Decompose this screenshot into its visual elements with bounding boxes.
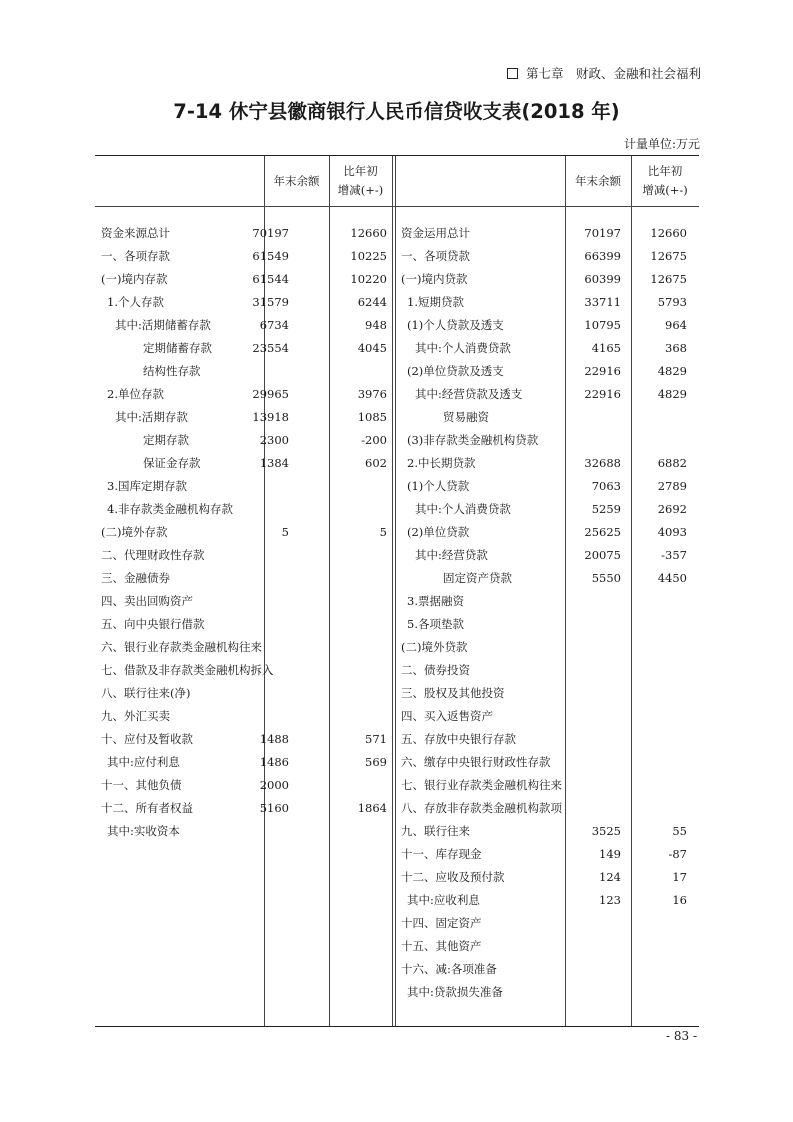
right-item-name: 其中:个人消费贷款 xyxy=(415,502,511,516)
left-item-name: 九、外汇买卖 xyxy=(101,709,170,723)
table-row xyxy=(95,337,699,360)
right-item-name: 其中:个人消费贷款 xyxy=(415,341,511,355)
left-change-value: 1864 xyxy=(357,801,387,815)
table-row xyxy=(95,222,699,245)
table-row xyxy=(95,820,699,843)
right-item-name: 资金运用总计 xyxy=(401,226,470,240)
left-item-name: (一)境内存款 xyxy=(101,272,168,286)
right-item-name: 一、各项贷款 xyxy=(401,249,470,263)
left-item-name: (二)境外存款 xyxy=(101,525,168,539)
left-year-end-value: 70197 xyxy=(252,226,289,240)
table-row xyxy=(95,452,699,475)
table-row xyxy=(95,429,699,452)
right-change-value: 5793 xyxy=(657,295,687,309)
right-year-end-value: 3525 xyxy=(591,824,621,838)
right-year-end-value: 7063 xyxy=(591,479,621,493)
right-item-name: 贸易融资 xyxy=(443,410,489,424)
left-change-value: -200 xyxy=(361,433,387,447)
right-year-end-value: 20075 xyxy=(584,548,621,562)
right-item-name: 其中:贷款损失准备 xyxy=(407,985,503,999)
table-row xyxy=(95,912,699,935)
right-item-name: 四、买入返售资产 xyxy=(401,709,493,723)
right-change-value: 6882 xyxy=(657,456,687,470)
left-change-header-line2: 增减(+-) xyxy=(337,183,384,197)
right-change-value: 2692 xyxy=(657,502,687,516)
right-year-end-value: 149 xyxy=(599,847,621,861)
right-change-value: 964 xyxy=(665,318,687,332)
left-item-name: 其中:活期存款 xyxy=(115,410,188,424)
table-row xyxy=(95,751,699,774)
right-change-value: 2789 xyxy=(657,479,687,493)
table-row xyxy=(95,245,699,268)
right-item-name: 十二、应收及预付款 xyxy=(401,870,505,884)
right-item-name: 十一、库存现金 xyxy=(401,847,482,861)
right-change-value: 17 xyxy=(672,870,687,884)
left-item-name: 4.非存款类金融机构存款 xyxy=(107,502,233,516)
table-row xyxy=(95,521,699,544)
checkbox-square-icon xyxy=(507,68,518,79)
left-change-value: 571 xyxy=(365,732,387,746)
left-item-name: 八、联行往来(净) xyxy=(101,686,191,700)
right-change-value: 16 xyxy=(672,893,687,907)
right-year-end-value: 5259 xyxy=(591,502,621,516)
right-item-name: 5.各项垫款 xyxy=(407,617,464,631)
right-change-value: 368 xyxy=(665,341,687,355)
left-item-name: 其中:实收资本 xyxy=(107,824,180,838)
right-item-name: 七、银行业存款类金融机构往来 xyxy=(401,778,562,792)
left-item-name: 保证金存款 xyxy=(143,456,201,470)
table-row xyxy=(95,590,699,613)
unit-label: 计量单位:万元 xyxy=(623,137,700,151)
left-year-end-value: 2300 xyxy=(259,433,289,447)
left-item-name: 其中:活期储蓄存款 xyxy=(115,318,211,332)
left-change-value: 12660 xyxy=(350,226,387,240)
left-change-value: 1085 xyxy=(357,410,387,424)
right-item-name: (1)个人贷款及透支 xyxy=(407,318,504,332)
left-year-end-header: 年末余额 xyxy=(273,174,320,188)
left-year-end-value: 2000 xyxy=(259,778,289,792)
chapter-header xyxy=(507,64,701,82)
left-item-name: 1.个人存款 xyxy=(107,295,164,309)
left-item-name: 结构性存款 xyxy=(143,364,201,378)
table-row xyxy=(95,682,699,705)
right-item-name: 其中:经营贷款 xyxy=(415,548,488,562)
left-item-name: 定期储蓄存款 xyxy=(143,341,212,355)
right-item-name: (二)境外贷款 xyxy=(401,640,468,654)
left-item-name: 三、金融债券 xyxy=(101,571,170,585)
left-change-header-line1: 比年初 xyxy=(343,164,378,178)
right-year-end-value: 33711 xyxy=(584,295,621,309)
left-item-name: 十二、所有者权益 xyxy=(101,801,193,815)
left-item-name: 十一、其他负债 xyxy=(101,778,182,792)
table-row xyxy=(95,705,699,728)
left-item-name: 一、各项存款 xyxy=(101,249,170,263)
table-row xyxy=(95,268,699,291)
table-row xyxy=(95,544,699,567)
right-item-name: (一)境内贷款 xyxy=(401,272,468,286)
left-item-name: 3.国库定期存款 xyxy=(107,479,187,493)
left-year-end-value: 31579 xyxy=(252,295,289,309)
table-row xyxy=(95,291,699,314)
right-change-header-line2: 增减(+-) xyxy=(642,183,688,197)
left-item-name: 七、借款及非存款类金融机构拆入 xyxy=(101,663,274,677)
chapter-label: 第七章 财政、金融和社会福利 xyxy=(525,66,701,81)
table-row xyxy=(95,613,699,636)
right-change-value: -87 xyxy=(668,847,687,861)
table-row xyxy=(95,843,699,866)
left-item-name: 2.单位存款 xyxy=(107,387,164,401)
right-item-name: 3.票据融资 xyxy=(407,594,464,608)
left-change-value: 4045 xyxy=(357,341,387,355)
right-change-value: 4093 xyxy=(657,525,687,539)
right-change-value: -357 xyxy=(661,548,687,562)
right-year-end-value: 60399 xyxy=(584,272,621,286)
right-item-name: 十四、固定资产 xyxy=(401,916,482,930)
right-item-name: 固定资产贷款 xyxy=(443,571,512,585)
left-item-name: 六、银行业存款类金融机构往来 xyxy=(101,640,262,654)
left-year-end-value: 13918 xyxy=(252,410,289,424)
right-year-end-value: 25625 xyxy=(584,525,621,539)
header-rule xyxy=(95,206,699,207)
table-row xyxy=(95,567,699,590)
right-item-name: 其中:应收利息 xyxy=(407,893,480,907)
table-row xyxy=(95,314,699,337)
left-item-name: 四、卖出回购资产 xyxy=(101,594,193,608)
left-year-end-value: 61549 xyxy=(252,249,289,263)
left-item-name: 其中:应付利息 xyxy=(107,755,180,769)
right-year-end-value: 10795 xyxy=(584,318,621,332)
left-year-end-value: 6734 xyxy=(259,318,289,332)
right-year-end-value: 5550 xyxy=(591,571,621,585)
table-row xyxy=(95,383,699,406)
table-row xyxy=(95,498,699,521)
right-item-name: (3)非存款类金融机构贷款 xyxy=(407,433,539,447)
left-change-value: 5 xyxy=(379,525,387,539)
left-year-end-value: 1488 xyxy=(259,732,289,746)
table-row xyxy=(95,406,699,429)
right-item-name: (2)单位贷款 xyxy=(407,525,470,539)
left-year-end-value: 29965 xyxy=(252,387,289,401)
right-year-end-value: 123 xyxy=(599,893,621,907)
table-row xyxy=(95,360,699,383)
right-year-end-value: 4165 xyxy=(591,341,621,355)
left-change-value: 602 xyxy=(365,456,387,470)
right-change-value: 12660 xyxy=(650,226,687,240)
right-item-name: 2.中长期贷款 xyxy=(407,456,476,470)
left-year-end-value: 5 xyxy=(281,525,289,539)
table-row xyxy=(95,797,699,820)
right-item-name: 其中:经营贷款及透支 xyxy=(415,387,523,401)
right-year-end-value: 70197 xyxy=(584,226,621,240)
right-year-end-value: 32688 xyxy=(584,456,621,470)
right-year-end-header: 年末余额 xyxy=(575,174,621,188)
table-row xyxy=(95,866,699,889)
right-year-end-value: 124 xyxy=(599,870,621,884)
left-change-value: 10220 xyxy=(350,272,387,286)
right-item-name: 十五、其他资产 xyxy=(401,939,482,953)
right-item-name: 八、存放非存款类金融机构款项 xyxy=(401,801,562,815)
right-change-value: 4450 xyxy=(657,571,687,585)
right-item-name: 三、股权及其他投资 xyxy=(401,686,505,700)
right-item-name: 1.短期贷款 xyxy=(407,295,464,309)
right-item-name: 二、债券投资 xyxy=(401,663,470,677)
table-row xyxy=(95,636,699,659)
table-row xyxy=(95,958,699,981)
right-item-name: 十六、减:各项准备 xyxy=(401,962,497,976)
left-change-value: 948 xyxy=(365,318,387,332)
table-row xyxy=(95,659,699,682)
left-year-end-value: 61544 xyxy=(252,272,289,286)
right-year-end-value: 22916 xyxy=(584,364,621,378)
left-item-name: 定期存款 xyxy=(143,433,189,447)
left-change-value: 569 xyxy=(365,755,387,769)
left-year-end-value: 23554 xyxy=(252,341,289,355)
right-change-value: 4829 xyxy=(657,364,687,378)
left-item-name: 二、代理财政性存款 xyxy=(101,548,205,562)
right-item-name: 五、存放中央银行存款 xyxy=(401,732,516,746)
right-item-name: (2)单位贷款及透支 xyxy=(407,364,504,378)
table-row xyxy=(95,774,699,797)
left-item-name: 五、向中央银行借款 xyxy=(101,617,205,631)
right-change-value: 55 xyxy=(672,824,687,838)
right-item-name: 九、联行往来 xyxy=(401,824,470,838)
left-year-end-value: 1486 xyxy=(259,755,289,769)
table-row xyxy=(95,475,699,498)
left-change-value: 3976 xyxy=(357,387,387,401)
left-year-end-value: 1384 xyxy=(259,456,289,470)
page-number: - 83 - xyxy=(665,1029,697,1043)
right-change-header-line1: 比年初 xyxy=(647,164,683,178)
right-change-value: 4829 xyxy=(657,387,687,401)
left-change-value: 6244 xyxy=(357,295,387,309)
left-item-name: 十、应付及暂收款 xyxy=(101,732,193,746)
credit-table xyxy=(95,155,699,1027)
left-change-value: 10225 xyxy=(350,249,387,263)
left-year-end-value: 5160 xyxy=(259,801,289,815)
table-row xyxy=(95,728,699,751)
table-row xyxy=(95,935,699,958)
right-year-end-value: 66399 xyxy=(584,249,621,263)
right-year-end-value: 22916 xyxy=(584,387,621,401)
table-row xyxy=(95,981,699,1004)
right-item-name: 六、缴存中央银行财政性存款 xyxy=(401,755,551,769)
right-item-name: (1)个人贷款 xyxy=(407,479,470,493)
page-title: 7-14 休宁县徽商银行人民币信贷收支表(2018 年) xyxy=(173,100,620,123)
table-row xyxy=(95,889,699,912)
left-item-name: 资金来源总计 xyxy=(101,226,170,240)
right-change-value: 12675 xyxy=(650,249,687,263)
right-change-value: 12675 xyxy=(650,272,687,286)
